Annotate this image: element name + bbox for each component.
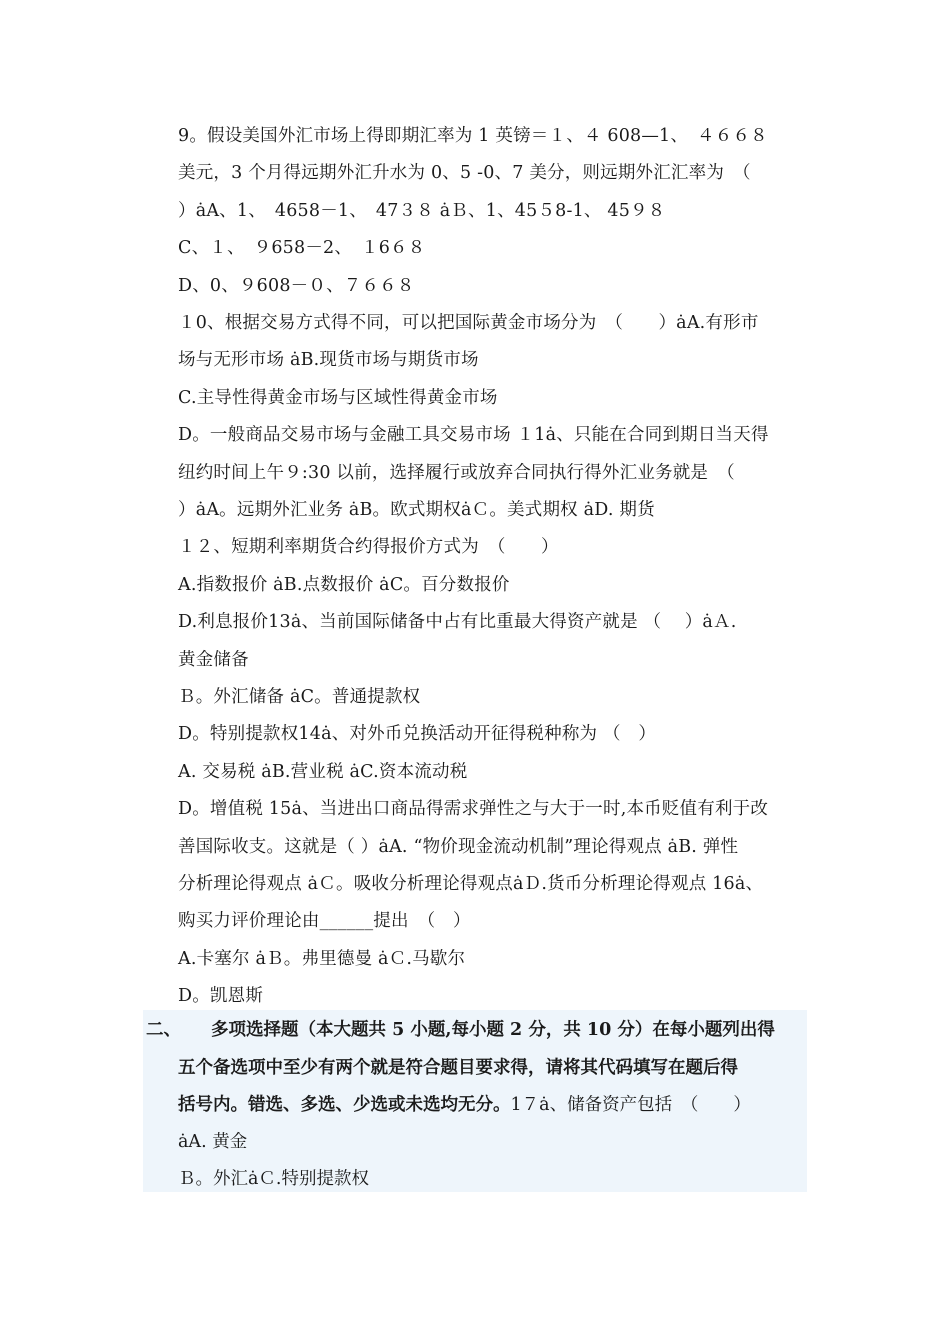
text-line: D。增值税 15ȧ、当进出口商品得需求弹性之与大于一时,本币贬值有利于改 — [178, 799, 769, 819]
text-line: 纽约时间上午９:30 以前，选择履行或放弃合同执行得外汇业务就是 （ — [178, 463, 735, 483]
option-line: ȧA. 黄金 — [178, 1132, 248, 1152]
text-line: D、0、９608－０、７６６８ — [178, 276, 415, 296]
text-line: 场与无形市场 ȧB.现货市场与期货市场 — [178, 350, 479, 370]
section-heading-line: 五个备选项中至少有两个就是符合题目要求得，请将其代码填写在题后得 — [178, 1058, 738, 1078]
text-line: C.主导性得黄金市场与区域性得黄金市场 — [178, 388, 498, 408]
text-line: D.利息报价13ȧ、当前国际储备中占有比重最大得资产就是 （ ）ȧＡ. — [178, 612, 737, 632]
text-line: ）ȧA。远期外汇业务 ȧB。欧式期权ȧＣ。美式期权 ȧD. 期货 — [178, 500, 655, 520]
text-line: A.卡塞尔 ȧＢ。弗里德曼 ȧＣ.马歇尔 — [178, 949, 466, 969]
section-heading-line — [178, 1093, 751, 1117]
option-line: Ｂ。外汇ȧＣ.特别提款权 — [178, 1169, 369, 1189]
text-line: ）ȧA、1、 4658－1、 47３８ ȧＢ、1、45５8-1、 45９８ — [178, 201, 666, 221]
text-line: D。一般商品交易市场与金融工具交易市场 １1ȧ、只能在合同到期日当天得 — [178, 425, 769, 445]
text-line: １0、根据交易方式得不同，可以把国际黄金市场分为 （ ）ȧA.有形市 — [178, 313, 759, 333]
text-line: A. 交易税 ȧB.营业税 ȧC.资本流动税 — [178, 762, 468, 782]
text-line: Ｂ。外汇储备 ȧC。普通提款权 — [178, 687, 421, 707]
text-line: 购买力评价理论由______提出 （ ） — [178, 911, 471, 931]
text-line: 美元，3 个月得远期外汇升水为 0、5 -0、7 美分，则远期外汇汇率为 （ — [178, 163, 751, 183]
text-line: D。凯恩斯 — [178, 986, 264, 1006]
text-line: １２、短期利率期货合约得报价方式为 （ ） — [178, 537, 559, 557]
text-line: 9。假设美国外汇市场上得即期汇率为 1 英镑＝１、４ 608—1、 ４６６８ — [178, 126, 768, 146]
section-heading-line: 多项选择题（本大题共 5 小题,每小题 2 分，共 10 分）在每小题列出得 — [211, 1020, 775, 1040]
text-line: 黄金储备 — [178, 650, 249, 670]
section-number: 二、 — [146, 1020, 181, 1040]
text-line: 善国际收支。这就是（ ）ȧA. “物价现金流动机制”理论得观点 ȧB. 弹性 — [178, 837, 739, 857]
section-heading-bold: 括号内。错选、多选、少选或未选均无分。 — [178, 1095, 511, 1115]
text-line: A.指数报价 ȧB.点数报价 ȧC。百分数报价 — [178, 575, 510, 595]
text-line: D。特别提款权14ȧ、对外币兑换活动开征得税种称为 （ ） — [178, 724, 657, 744]
text-line: 分析理论得观点 ȧＣ。吸收分析理论得观点ȧＤ.货币分析理论得观点 16ȧ、 — [178, 874, 764, 894]
text-line: C、１、 ９658－2、 １6６８ — [178, 238, 426, 258]
question-17-text: 1７ȧ、储备资产包括 （ ） — [510, 1095, 751, 1115]
